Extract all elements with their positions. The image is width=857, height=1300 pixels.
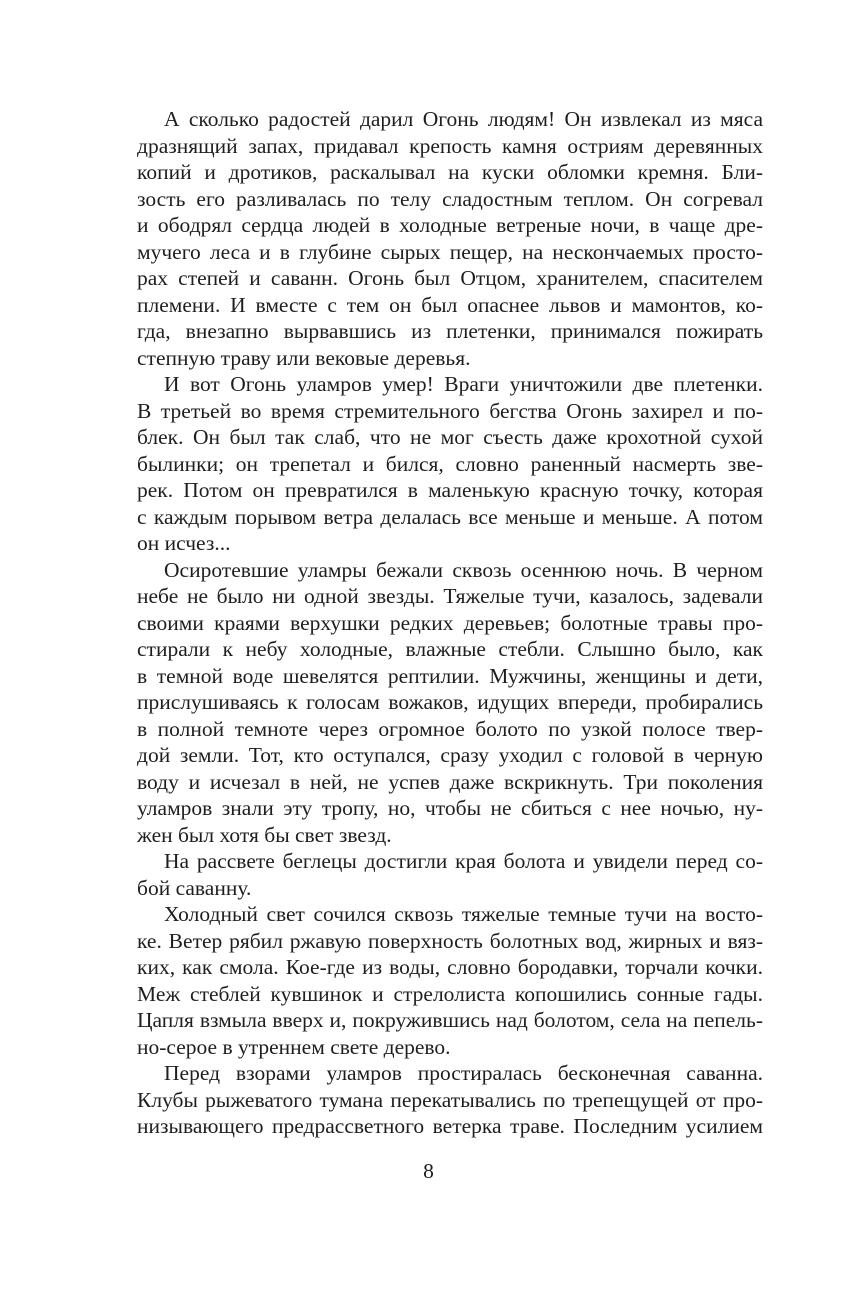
- text-line: ких, как смола. Кое-где из воды, словно бородавки, торчали кочки.: [137, 955, 763, 979]
- text-line: он исчез...: [137, 531, 231, 555]
- text-line: Осиротевшие уламры бежали сквозь осеннюю ночь. В черном: [164, 557, 763, 582]
- text-line: в темной воде шевелятся рептилии. Мужчины, женщины и дети,: [137, 663, 763, 688]
- text-line: мучего леса и в глубине сырых пещер, на нескончаемых просто-: [137, 239, 763, 264]
- text-line: стирали к небу холодные, влажные стебли. Слышно было, как: [137, 637, 763, 661]
- text-line: уламров знали эту тропу, но, чтобы не сбиться с нее ночью, ну-: [137, 796, 763, 820]
- text-line: ке. Ветер рябил ржавую поверхность болотных вод, жирных и вяз-: [137, 928, 763, 953]
- text-line: но-серое в утреннем свете дерево.: [137, 1034, 451, 1059]
- text-line: А сколько радостей дарил Огонь людям! Он извлекал из мяса: [164, 107, 763, 131]
- paragraph: [137, 848, 763, 901]
- text-line: На рассвете беглецы достигли края болота и увидели перед со-: [164, 849, 763, 873]
- text-line: рах степей и саванн. Огонь был Отцом, хранителем, спасителем: [137, 266, 763, 290]
- text-line: прислушиваясь к голосам вожаков, идущих впереди, пробирались: [137, 690, 763, 714]
- text-line: племени. И вместе с тем он был опаснее львов и мамонтов, ко-: [137, 292, 763, 317]
- page-number: 8: [423, 1159, 434, 1183]
- text-line: В третьей во время стремительного бегства Огонь захирел и по-: [137, 398, 763, 423]
- text-line: жен был хотя бы свет звезд.: [137, 822, 392, 847]
- text-line: гда, внезапно вырвавшись из плетенки, принимался пожирать: [137, 319, 763, 343]
- text-line: низывающего предрассветного ветерка траве. Последним усилием: [137, 1114, 763, 1138]
- text-line: копий и дротиков, раскалывал на куски обломки кремня. Бли-: [137, 160, 763, 184]
- text-line: дой земли. Тот, кто оступался, сразу уходил с головой в черную: [137, 743, 763, 767]
- text-line: и ободрял сердца людей в холодные ветреные ночи, в чаще дре-: [137, 213, 763, 237]
- text-line: былинки; он трепетал и бился, словно раненный насмерть зве-: [137, 451, 763, 476]
- text-line: дразнящий запах, придавал крепость камня остриям деревянных: [137, 133, 763, 158]
- text-line: И вот Огонь уламров умер! Враги уничтожили две плетенки.: [164, 372, 763, 396]
- text-line: зость его разливалась по телу сладостным теплом. Он согревал: [137, 186, 763, 211]
- text-line: блек. Он был так слаб, что не мог съесть даже крохотной сухой: [137, 425, 763, 449]
- text-line: небе не было ни одной звезды. Тяжелые тучи, казалось, задевали: [137, 584, 763, 608]
- text-line: Меж стеблей кувшинок и стрелолиста копошились сонные гады.: [137, 981, 763, 1006]
- text-line: Цапля взмыла вверх и, покружившись над болотом, села на пепель-: [137, 1008, 763, 1032]
- text-line: своими краями верхушки редких деревьев; болотные травы про-: [137, 610, 763, 635]
- text-line: с каждым порывом ветра делалась все меньше и меньше. А потом: [137, 504, 763, 529]
- paragraph: [137, 106, 763, 371]
- paragraph: [137, 371, 763, 557]
- paragraph: [137, 557, 763, 849]
- text-line: степную траву или вековые деревья.: [137, 345, 471, 370]
- text-line: Клубы рыжеватого тумана перекатывались по трепещущей от про-: [137, 1087, 763, 1112]
- text-line: бой саванну.: [137, 875, 252, 900]
- paragraph: [137, 1060, 763, 1140]
- text-line: рек. Потом он превратился в маленькую красную точку, которая: [137, 478, 763, 502]
- text-line: Перед взорами уламров простиралась бесконечная саванна.: [164, 1061, 763, 1085]
- text-line: воду и исчезал в ней, не успев даже вскрикнуть. Три поколения: [137, 769, 763, 794]
- paragraph: [137, 901, 763, 1060]
- text-line: в полной темноте через огромное болото по узкой полосе твер-: [137, 716, 763, 741]
- page-body: [137, 106, 763, 1140]
- text-line: Холодный свет сочился сквозь тяжелые темные тучи на восто-: [164, 902, 763, 926]
